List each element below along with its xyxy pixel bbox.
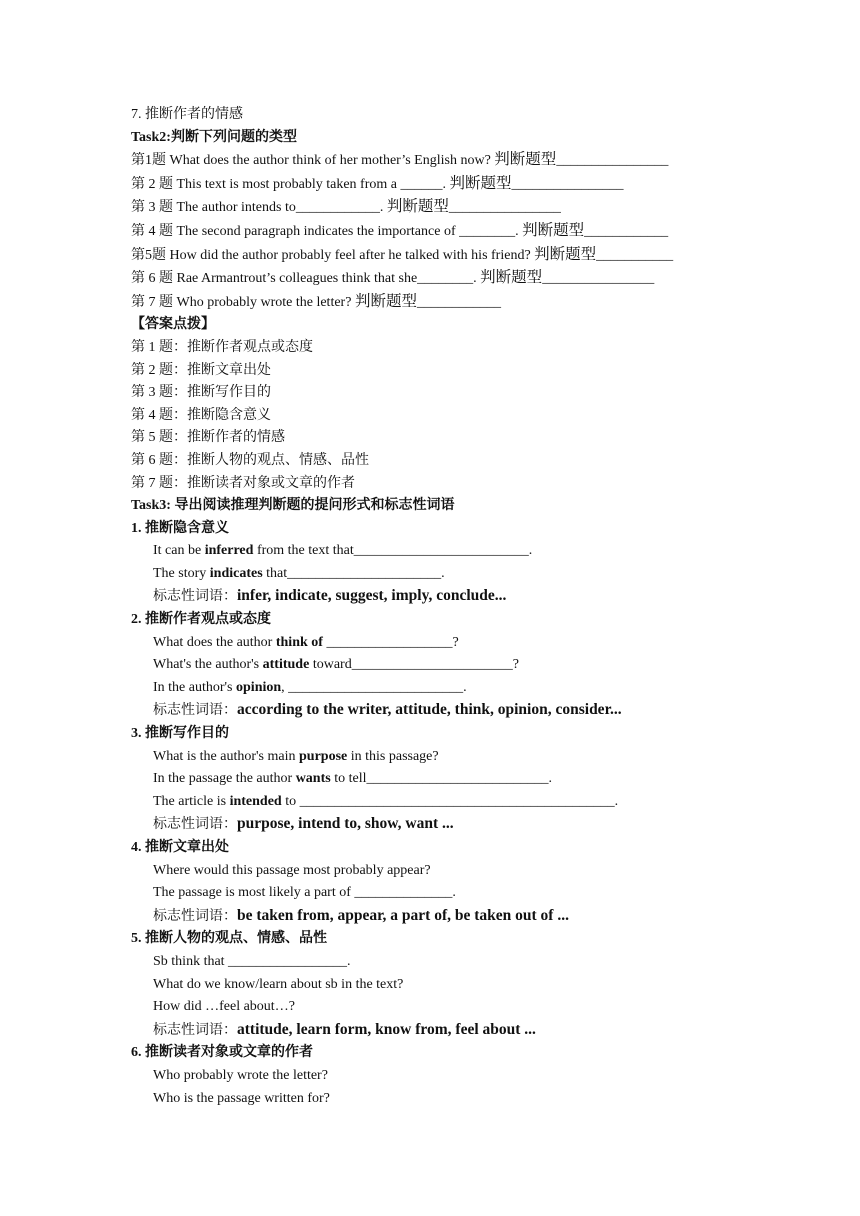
question-form-line xyxy=(131,791,751,814)
task3-sections xyxy=(131,518,751,1110)
answer-blank: ____________ xyxy=(416,294,501,310)
form-text: What is the author's main xyxy=(153,748,299,764)
question-form-line xyxy=(131,1088,751,1111)
document-page xyxy=(131,104,751,1110)
signal-words-line xyxy=(131,905,751,929)
section-title: 推断写作目的 xyxy=(145,726,229,742)
form-text: in this passage? xyxy=(347,748,439,764)
question-form-line xyxy=(131,563,751,586)
question-type-tag: 判断题型 xyxy=(534,245,597,263)
answers-heading: 【答案点拨】 xyxy=(131,317,215,333)
form-keyword: attitude xyxy=(262,657,310,673)
question-type-tag: 判断题型 xyxy=(449,174,512,192)
question-form-line xyxy=(131,768,751,791)
signal-words: attitude, learn form, know from, feel about ... xyxy=(237,1020,536,1038)
section-heading xyxy=(131,518,751,541)
answer-blank: ________________ xyxy=(556,153,669,169)
question-form-line xyxy=(131,677,751,700)
item-7-line: 7. 推断作者的情感 xyxy=(131,107,243,122)
signal-words-line xyxy=(131,1019,751,1043)
form-text: What's the author's xyxy=(153,657,263,673)
form-keyword: purpose xyxy=(299,748,348,764)
question-form-line xyxy=(131,996,751,1019)
form-text: It can be xyxy=(153,543,205,559)
answer-item: 第 2 题：推断文章出处 xyxy=(131,362,271,378)
section-number: 4. xyxy=(131,840,145,855)
question-form-line xyxy=(131,860,751,883)
question-type-tag: 判断题型 xyxy=(386,198,449,216)
answer-item: 第 7 题：推断读者对象或文章的作者 xyxy=(131,475,355,491)
signal-words: be taken from, appear, a part of, be taken out of ... xyxy=(237,906,569,924)
form-keyword: wants xyxy=(295,771,331,787)
section-number: 6. xyxy=(131,1045,145,1061)
question-form-line xyxy=(131,974,751,997)
question-form-line xyxy=(131,632,751,655)
task2-heading: Task2:判断下列问题的类型 xyxy=(131,129,297,145)
question-line xyxy=(131,291,751,315)
section-number: 3. xyxy=(131,726,145,742)
question-form-line xyxy=(131,1065,751,1088)
signal-words-label: 标志性词语： xyxy=(153,589,237,605)
form-text: toward_______________________? xyxy=(309,657,519,673)
section-heading xyxy=(131,609,751,632)
question-type-tag: 判断题型 xyxy=(522,221,585,239)
section-title: 推断文章出处 xyxy=(145,840,229,855)
signal-words-label: 标志性词语： xyxy=(153,908,237,924)
signal-words-line xyxy=(131,699,751,723)
section-title: 推断隐含意义 xyxy=(145,520,229,536)
form-text: to _____________________________________________. xyxy=(281,793,619,809)
form-text: Where would this passage most probably appear? xyxy=(153,862,431,878)
form-keyword: indicates xyxy=(209,565,263,581)
section-number: 5. xyxy=(131,931,145,947)
question-line xyxy=(131,173,751,197)
section-title: 推断作者观点或态度 xyxy=(145,612,271,628)
form-text: The story xyxy=(153,565,210,581)
form-text: that______________________. xyxy=(262,565,445,581)
answer-item: 第 4 题：推断隐含意义 xyxy=(131,407,271,423)
signal-words-label: 标志性词语： xyxy=(153,703,237,719)
question-line xyxy=(131,220,751,244)
answer-blank: ____________ xyxy=(584,223,669,239)
answer-blank: ________________ xyxy=(448,200,561,216)
question-line xyxy=(131,196,751,220)
question-text: 第 2 题 This text is most probably taken from a ______. xyxy=(131,176,450,192)
answer-item: 第 1 题：推断作者观点或态度 xyxy=(131,339,313,355)
question-form-line xyxy=(131,951,751,974)
signal-words: according to the writer, attitude, think, opinion, consider... xyxy=(237,701,622,719)
form-text: Sb think that _________________. xyxy=(153,953,351,969)
question-text: 第 7 题 Who probably wrote the letter? xyxy=(131,294,355,310)
signal-words-label: 标志性词语： xyxy=(153,817,237,833)
form-text: Who is the passage written for? xyxy=(153,1090,330,1106)
question-form-line xyxy=(131,882,751,905)
form-text: In the passage the author xyxy=(153,771,296,787)
form-text: What does the author xyxy=(153,634,276,650)
form-text: __________________? xyxy=(322,634,459,650)
form-text: The article is xyxy=(153,793,230,809)
question-text: 第 3 题 The author intends to____________. xyxy=(131,200,387,216)
section-title: 推断人物的观点、情感、品性 xyxy=(145,931,327,947)
section-number: 2. xyxy=(131,612,145,628)
question-line xyxy=(131,149,751,173)
answer-blank: ________________ xyxy=(542,271,655,287)
section-title: 推断读者对象或文章的作者 xyxy=(145,1045,313,1061)
signal-words-line xyxy=(131,585,751,609)
form-text: from the text that_________________________. xyxy=(253,543,533,559)
question-text: 第 4 题 The second paragraph indicates the importance of ________. xyxy=(131,223,523,239)
form-text: How did …feel about…? xyxy=(153,999,295,1015)
form-text: , _________________________. xyxy=(281,679,467,695)
answer-item: 第 3 题：推断写作目的 xyxy=(131,385,271,401)
form-text: In the author's xyxy=(153,679,237,695)
section-number: 1. xyxy=(131,520,145,536)
form-text: Who probably wrote the letter? xyxy=(153,1067,328,1083)
signal-words-label: 标志性词语： xyxy=(153,1022,237,1038)
question-form-line xyxy=(131,746,751,769)
question-line xyxy=(131,267,751,291)
section-heading xyxy=(131,1042,751,1065)
form-text: What do we know/learn about sb in the text? xyxy=(153,976,404,992)
form-text: The passage is most likely a part of ______________. xyxy=(153,885,456,901)
section-heading xyxy=(131,723,751,746)
question-text: 第5题 How did the author probably feel after he talked with his friend? xyxy=(131,247,535,263)
question-text: 第 6 题 Rae Armantrout’s colleagues think that she________. xyxy=(131,271,481,287)
answer-blank: ________________ xyxy=(511,176,624,192)
answer-blank: ___________ xyxy=(596,247,674,263)
question-list xyxy=(131,149,751,314)
answer-list xyxy=(131,337,751,495)
question-text: 第1题 What does the author think of her mother’s English now? xyxy=(131,153,495,169)
signal-words: purpose, intend to, show, want ... xyxy=(237,815,454,833)
form-keyword: intended xyxy=(229,793,282,809)
form-keyword: think of xyxy=(275,634,323,650)
question-type-tag: 判断题型 xyxy=(354,292,417,310)
task3-heading: Task3: 导出阅读推理判断题的提问形式和标志性词语 xyxy=(131,498,455,514)
form-keyword: opinion xyxy=(236,679,282,695)
question-type-tag: 判断题型 xyxy=(480,269,543,287)
question-line xyxy=(131,244,751,268)
signal-words-line xyxy=(131,813,751,837)
question-type-tag: 判断题型 xyxy=(494,151,557,169)
signal-words: infer, indicate, suggest, imply, conclude... xyxy=(237,587,507,605)
section-heading xyxy=(131,928,751,951)
question-form-line xyxy=(131,654,751,677)
section-heading xyxy=(131,837,751,860)
question-form-line xyxy=(131,540,751,563)
form-text: to tell__________________________. xyxy=(330,771,552,787)
answer-item: 第 6 题：推断人物的观点、情感、品性 xyxy=(131,452,369,468)
answer-item: 第 5 题：推断作者的情感 xyxy=(131,430,285,446)
form-keyword: inferred xyxy=(204,543,254,559)
